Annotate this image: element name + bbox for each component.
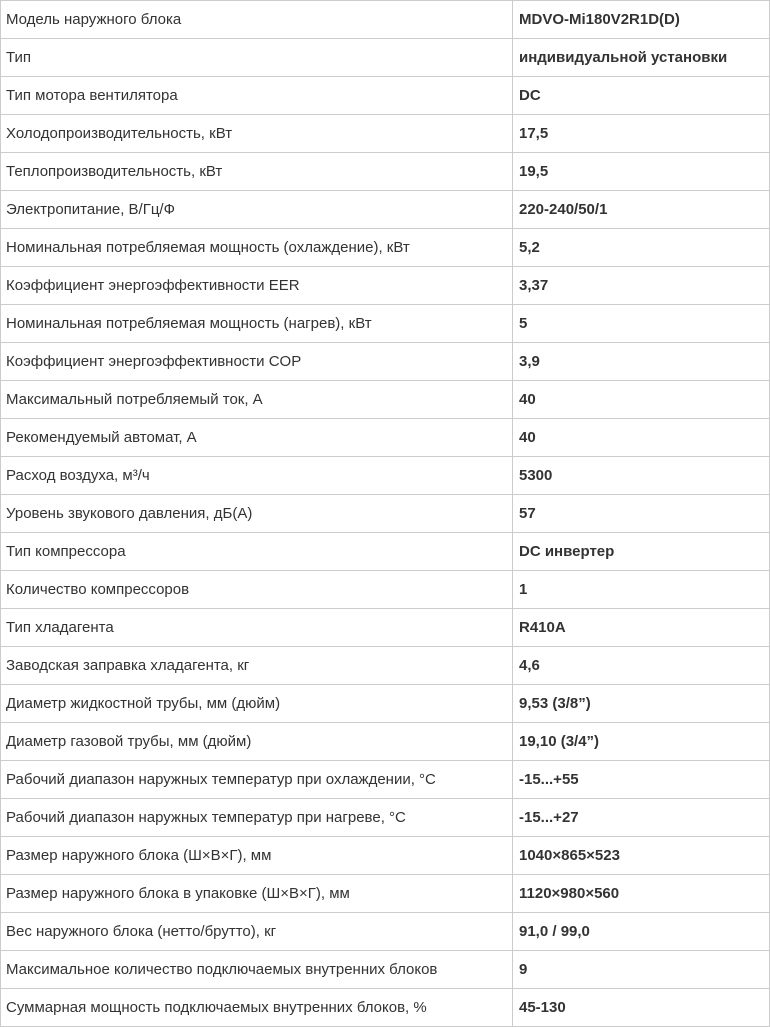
- table-row: [1, 305, 770, 343]
- row-label: Уровень звукового давления, дБ(А): [1, 495, 513, 533]
- table-row: [1, 1, 770, 39]
- table-row: [1, 267, 770, 305]
- row-value: -15...+27: [513, 799, 770, 837]
- row-label: Тип компрессора: [1, 533, 513, 571]
- row-label: Рабочий диапазон наружных температур при охлаждении, °С: [1, 761, 513, 799]
- table-row: [1, 457, 770, 495]
- specs-table-body: [1, 1, 770, 1027]
- row-value: 1120×980×560: [513, 875, 770, 913]
- table-row: [1, 647, 770, 685]
- table-row: [1, 913, 770, 951]
- row-value: 5,2: [513, 229, 770, 267]
- row-value: 40: [513, 381, 770, 419]
- table-row: [1, 419, 770, 457]
- table-row: [1, 495, 770, 533]
- row-label: Холодопроизводительность, кВт: [1, 115, 513, 153]
- row-value: 19,10 (3/4”): [513, 723, 770, 761]
- table-row: [1, 875, 770, 913]
- table-row: [1, 761, 770, 799]
- row-label: Заводская заправка хладагента, кг: [1, 647, 513, 685]
- table-row: [1, 115, 770, 153]
- row-label: Тип мотора вентилятора: [1, 77, 513, 115]
- row-value: 5: [513, 305, 770, 343]
- table-row: [1, 533, 770, 571]
- row-label: Тип: [1, 39, 513, 77]
- row-value: 91,0 / 99,0: [513, 913, 770, 951]
- row-value: 4,6: [513, 647, 770, 685]
- row-value: 5300: [513, 457, 770, 495]
- row-label: Количество компрессоров: [1, 571, 513, 609]
- table-row: [1, 229, 770, 267]
- row-label: Вес наружного блока (нетто/брутто), кг: [1, 913, 513, 951]
- row-value: 45-130: [513, 989, 770, 1027]
- row-value: 57: [513, 495, 770, 533]
- row-label: Номинальная потребляемая мощность (нагрев), кВт: [1, 305, 513, 343]
- row-value: 3,37: [513, 267, 770, 305]
- row-label: Размер наружного блока (Ш×В×Г), мм: [1, 837, 513, 875]
- row-value: 9: [513, 951, 770, 989]
- row-value: -15...+55: [513, 761, 770, 799]
- row-label: Диаметр газовой трубы, мм (дюйм): [1, 723, 513, 761]
- row-value: 17,5: [513, 115, 770, 153]
- row-label: Максимальный потребляемый ток, А: [1, 381, 513, 419]
- table-row: [1, 799, 770, 837]
- row-label: Модель наружного блока: [1, 1, 513, 39]
- row-value: R410A: [513, 609, 770, 647]
- table-row: [1, 951, 770, 989]
- table-row: [1, 609, 770, 647]
- row-value: индивидуальной установки: [513, 39, 770, 77]
- row-label: Электропитание, В/Гц/Ф: [1, 191, 513, 229]
- table-row: [1, 723, 770, 761]
- row-label: Номинальная потребляемая мощность (охлаждение), кВт: [1, 229, 513, 267]
- row-value: 40: [513, 419, 770, 457]
- row-label: Теплопроизводительность, кВт: [1, 153, 513, 191]
- row-label: Суммарная мощность подключаемых внутренних блоков, %: [1, 989, 513, 1027]
- row-value: 1: [513, 571, 770, 609]
- table-row: [1, 685, 770, 723]
- row-label: Диаметр жидкостной трубы, мм (дюйм): [1, 685, 513, 723]
- row-label: Размер наружного блока в упаковке (Ш×В×Г), мм: [1, 875, 513, 913]
- table-row: [1, 571, 770, 609]
- row-value: DC инвертер: [513, 533, 770, 571]
- table-row: [1, 837, 770, 875]
- row-value: 220-240/50/1: [513, 191, 770, 229]
- row-value: 19,5: [513, 153, 770, 191]
- row-value: 9,53 (3/8”): [513, 685, 770, 723]
- row-value: DC: [513, 77, 770, 115]
- row-label: Рабочий диапазон наружных температур при нагреве, °С: [1, 799, 513, 837]
- table-row: [1, 343, 770, 381]
- row-label: Коэффициент энергоэффективности EER: [1, 267, 513, 305]
- row-label: Максимальное количество подключаемых внутренних блоков: [1, 951, 513, 989]
- row-value: 3,9: [513, 343, 770, 381]
- table-row: [1, 381, 770, 419]
- row-label: Коэффициент энергоэффективности COP: [1, 343, 513, 381]
- table-row: [1, 989, 770, 1027]
- row-value: MDVO-Mi180V2R1D(D): [513, 1, 770, 39]
- row-value: 1040×865×523: [513, 837, 770, 875]
- table-row: [1, 39, 770, 77]
- row-label: Рекомендуемый автомат, А: [1, 419, 513, 457]
- table-row: [1, 77, 770, 115]
- row-label: Тип хладагента: [1, 609, 513, 647]
- table-row: [1, 191, 770, 229]
- table-row: [1, 153, 770, 191]
- row-label: Расход воздуха, м³/ч: [1, 457, 513, 495]
